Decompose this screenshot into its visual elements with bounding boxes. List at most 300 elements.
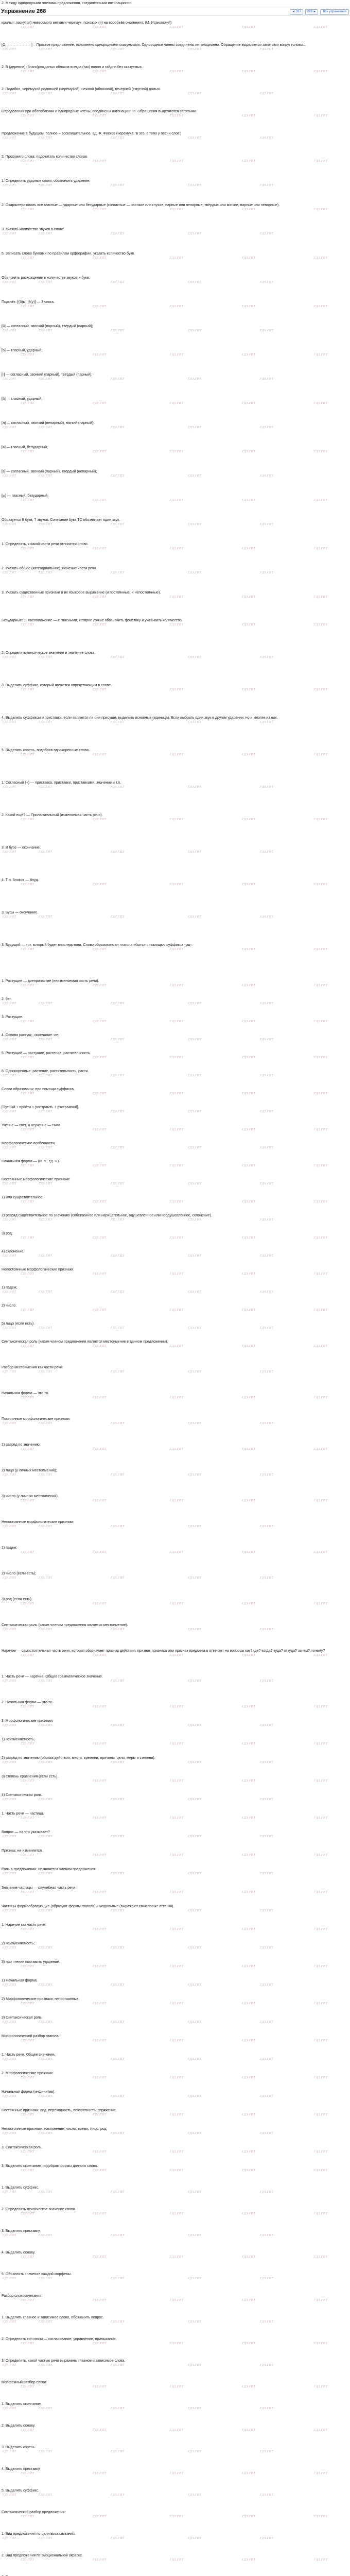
watermark: ГДЗ.ГИТ bbox=[111, 1628, 125, 1631]
watermark: ГДЗ.ГИТ bbox=[314, 2256, 328, 2259]
block-e-line: Разбор местоимения как части речи: bbox=[2, 1366, 63, 1369]
watermark: ГДЗ.ГИТ bbox=[3, 721, 16, 724]
watermark: ГДЗ.ГИТ bbox=[111, 1835, 125, 1838]
watermark: ГДЗ.ГИТ bbox=[314, 2212, 328, 2215]
block-g-line: Синтаксический разбор предложения: bbox=[2, 2511, 66, 2514]
watermark: ГДЗ.ГИТ bbox=[170, 160, 184, 163]
watermark: ГДЗ.ГИТ bbox=[93, 26, 107, 29]
watermark: ГДЗ.ГИТ bbox=[188, 916, 202, 919]
watermark: ГДЗ.ГИТ bbox=[93, 623, 107, 626]
watermark: ГДЗ.ГИТ bbox=[39, 1327, 52, 1330]
watermark: ГДЗ.ГИТ bbox=[3, 329, 16, 332]
watermark: ГДЗ.ГИТ bbox=[260, 1798, 274, 1801]
block-e-line: Постоянные морфологические признаки: bbox=[2, 1417, 71, 1421]
watermark: ГДЗ.ГИТ bbox=[188, 378, 202, 381]
watermark-row bbox=[0, 2298, 350, 2302]
prev-label: 267 bbox=[295, 10, 301, 13]
watermark: ГДЗ.ГИТ bbox=[242, 1551, 256, 1554]
block-b-line: 1. Определить, к какой части речи относится слово. bbox=[2, 543, 89, 546]
watermark: ГДЗ.ГИТ bbox=[260, 426, 274, 429]
watermark: ГДЗ.ГИТ bbox=[39, 48, 52, 51]
block-e-line: 1. Часть речи — наречие. Общее грамматическое значение. bbox=[2, 1675, 103, 1679]
watermark: ГДЗ.ГИТ bbox=[242, 818, 256, 821]
watermark: ГДЗ.ГИТ bbox=[21, 1780, 34, 1783]
watermark-row bbox=[0, 1798, 350, 1802]
block-g-line: 1. Выделить суффикс. bbox=[2, 2186, 39, 2190]
watermark: ГДЗ.ГИТ bbox=[39, 1038, 52, 1041]
watermark: ГДЗ.ГИТ bbox=[242, 1817, 256, 1820]
block-f-line: Частицы формообразующие (образуют формы глагола) и модальные (выражают смысловые оттенки). bbox=[2, 1905, 174, 1908]
watermark: ГДЗ.ГИТ bbox=[242, 450, 256, 453]
watermark: ГДЗ.ГИТ bbox=[242, 70, 256, 73]
block-f-line: Роль в предложении: не является членом предложения. bbox=[2, 1868, 96, 1871]
watermark: ГДЗ.ГИТ bbox=[314, 1345, 328, 1348]
watermark: ГДЗ.ГИТ bbox=[21, 2299, 34, 2302]
watermark: ГДЗ.ГИТ bbox=[242, 984, 256, 987]
block-d-line: 2) разряд существительное по значению (собственное или нарицательное, одушевлённое или неодушевлённое, склонение). bbox=[2, 1214, 212, 1217]
watermark: ГДЗ.ГИТ bbox=[21, 623, 34, 626]
watermark: ГДЗ.ГИТ bbox=[21, 1499, 34, 1502]
block-d-line: 1) имя существительное; bbox=[2, 1196, 44, 1199]
watermark-row bbox=[0, 1236, 350, 1240]
watermark: ГДЗ.ГИТ bbox=[314, 1499, 328, 1502]
block-b-line: [ы] — гласный, безударный. bbox=[2, 494, 49, 498]
watermark-row bbox=[0, 2131, 350, 2136]
watermark: ГДЗ.ГИТ bbox=[39, 1291, 52, 1294]
watermark: ГДЗ.ГИТ bbox=[242, 1928, 256, 1931]
watermark: ГДЗ.ГИТ bbox=[242, 1499, 256, 1502]
watermark-row bbox=[0, 595, 350, 599]
watermark: ГДЗ.ГИТ bbox=[170, 305, 184, 308]
block-c-line: 2. Какой ещё? — Прилагательный (изменяемая часть речи). bbox=[2, 814, 103, 817]
watermark: ГДЗ.ГИТ bbox=[188, 2407, 202, 2410]
watermark: ГДЗ.ГИТ bbox=[314, 2472, 328, 2475]
watermark: ГДЗ.ГИТ bbox=[3, 1946, 16, 1950]
watermark: ГДЗ.ГИТ bbox=[21, 1020, 34, 1023]
watermark: ГДЗ.ГИТ bbox=[188, 1680, 202, 1683]
watermark: ГДЗ.ГИТ bbox=[111, 1182, 125, 1185]
watermark: ГДЗ.ГИТ bbox=[188, 1110, 202, 1113]
watermark: ГДЗ.ГИТ bbox=[170, 257, 184, 260]
watermark: ГДЗ.ГИТ bbox=[21, 2472, 34, 2475]
watermark: ГДЗ.ГИТ bbox=[314, 2429, 328, 2432]
watermark: ГДЗ.ГИТ bbox=[314, 818, 328, 821]
watermark: ГДЗ.ГИТ bbox=[188, 1909, 202, 1912]
watermark: ГДЗ.ГИТ bbox=[260, 1291, 274, 1294]
watermark-row bbox=[0, 2471, 350, 2476]
watermark: ГДЗ.ГИТ bbox=[21, 1056, 34, 1059]
watermark: ГДЗ.ГИТ bbox=[260, 1984, 274, 1987]
watermark-row bbox=[0, 208, 350, 212]
watermark-row bbox=[0, 183, 350, 188]
watermark: ГДЗ.ГИТ bbox=[93, 1309, 107, 1312]
block-d-line: 1. Растущие — диепричастие (неизменяемая часть речи). bbox=[2, 979, 99, 983]
watermark: ГДЗ.ГИТ bbox=[3, 1255, 16, 1258]
watermark-row bbox=[0, 474, 350, 478]
watermark: ГДЗ.ГИТ bbox=[111, 426, 125, 429]
watermark: ГДЗ.ГИТ bbox=[188, 2364, 202, 2367]
watermark-row bbox=[0, 1853, 350, 1857]
watermark: ГДЗ.ГИТ bbox=[111, 1218, 125, 1222]
watermark: ГДЗ.ГИТ bbox=[188, 184, 202, 187]
watermark-row bbox=[0, 1705, 350, 1709]
watermark-row bbox=[0, 2255, 350, 2259]
watermark: ГДЗ.ГИТ bbox=[3, 916, 16, 919]
watermark: ГДЗ.ГИТ bbox=[93, 2515, 107, 2518]
block-g-line: 5. Объяснить значение каждой морфемы. bbox=[2, 2273, 72, 2276]
watermark: ГДЗ.ГИТ bbox=[314, 2299, 328, 2302]
watermark: ГДЗ.ГИТ bbox=[3, 137, 16, 140]
block-g-line: 4. Выделить приставку. bbox=[2, 2467, 41, 2471]
block-g-line: 3. Определить, какой частью речи выражены главное и зависимое слова. bbox=[2, 2359, 126, 2363]
watermark: ГДЗ.ГИТ bbox=[170, 984, 184, 987]
watermark-row bbox=[0, 2002, 350, 2006]
watermark-row bbox=[0, 1872, 350, 1876]
watermark-row bbox=[0, 1344, 350, 1348]
watermark: ГДЗ.ГИТ bbox=[314, 883, 328, 886]
watermark: ГДЗ.ГИТ bbox=[242, 1780, 256, 1783]
watermark: ГДЗ.ГИТ bbox=[111, 92, 125, 95]
watermark: ГДЗ.ГИТ bbox=[93, 1448, 107, 1451]
watermark: ГДЗ.ГИТ bbox=[21, 2429, 34, 2432]
watermark: ГДЗ.ГИТ bbox=[93, 1654, 107, 1657]
watermark: ГДЗ.ГИТ bbox=[314, 1164, 328, 1167]
block-b-line: [а] — гласный, безударный; bbox=[2, 446, 48, 449]
watermark: ГДЗ.ГИТ bbox=[260, 2132, 274, 2135]
watermark-row bbox=[0, 1723, 350, 1727]
watermark: ГДЗ.ГИТ bbox=[39, 786, 52, 789]
watermark: ГДЗ.ГИТ bbox=[93, 257, 107, 260]
block-b-line: [г] — согласный, звонкий (парный), твёрдый (парный); bbox=[2, 373, 93, 377]
block-g-line: 2. Определить тип связи — согласование, управление, примыкание. bbox=[2, 2337, 117, 2341]
watermark: ГДЗ.ГИТ bbox=[170, 1499, 184, 1502]
watermark: ГДЗ.ГИТ bbox=[3, 1761, 16, 1764]
watermark: ГДЗ.ГИТ bbox=[242, 305, 256, 308]
watermark: ГДЗ.ГИТ bbox=[242, 1891, 256, 1894]
watermark-row bbox=[0, 136, 350, 140]
watermark: ГДЗ.ГИТ bbox=[39, 281, 52, 284]
watermark: ГДЗ.ГИТ bbox=[21, 1742, 34, 1745]
block-d-line: 3) род; bbox=[2, 1232, 13, 1235]
watermark: ГДЗ.ГИТ bbox=[3, 1473, 16, 1477]
watermark: ГДЗ.ГИТ bbox=[3, 1327, 16, 1330]
block-b-line: 3. Указать количество звуков в слове. bbox=[2, 228, 65, 231]
watermark: ГДЗ.ГИТ bbox=[260, 92, 274, 95]
watermark-row bbox=[0, 1326, 350, 1330]
watermark: ГДЗ.ГИТ bbox=[111, 232, 125, 235]
block-f-line: 1) неизменяемость; bbox=[2, 1738, 35, 1741]
watermark: ГДЗ.ГИТ bbox=[188, 1525, 202, 1528]
watermark: ГДЗ.ГИТ bbox=[39, 2494, 52, 2497]
watermark: ГДЗ.ГИТ bbox=[170, 2256, 184, 2259]
watermark: ГДЗ.ГИТ bbox=[314, 1056, 328, 1059]
watermark: ГДЗ.ГИТ bbox=[93, 688, 107, 691]
watermark: ГДЗ.ГИТ bbox=[260, 2058, 274, 2061]
watermark: ГДЗ.ГИТ bbox=[170, 948, 184, 951]
watermark: ГДЗ.ГИТ bbox=[93, 753, 107, 756]
watermark: ГДЗ.ГИТ bbox=[39, 2277, 52, 2280]
watermark: ГДЗ.ГИТ bbox=[260, 1255, 274, 1258]
watermark: ГДЗ.ГИТ bbox=[111, 1473, 125, 1477]
watermark: ГДЗ.ГИТ bbox=[260, 232, 274, 235]
watermark-row bbox=[0, 329, 350, 333]
watermark: ГДЗ.ГИТ bbox=[314, 1602, 328, 1605]
block-f-line: 2. Начальная форма — это то. bbox=[2, 1701, 53, 1704]
watermark: ГДЗ.ГИТ bbox=[188, 523, 202, 526]
watermark: ГДЗ.ГИТ bbox=[314, 257, 328, 260]
watermark: ГДЗ.ГИТ bbox=[21, 2076, 34, 2079]
watermark: ГДЗ.ГИТ bbox=[188, 1798, 202, 1801]
prev-exercise-button[interactable]: ◄ 267 bbox=[290, 9, 303, 15]
watermark-row bbox=[0, 655, 350, 659]
watermark: ГДЗ.ГИТ bbox=[242, 114, 256, 117]
watermark: ГДЗ.ГИТ bbox=[314, 26, 328, 29]
watermark: ГДЗ.ГИТ bbox=[111, 2450, 125, 2453]
watermark: ГДЗ.ГИТ bbox=[111, 2191, 125, 2194]
watermark: ГДЗ.ГИТ bbox=[21, 1854, 34, 1857]
watermark: ГДЗ.ГИТ bbox=[3, 474, 16, 478]
watermark: ГДЗ.ГИТ bbox=[170, 596, 184, 599]
watermark: ГДЗ.ГИТ bbox=[93, 2429, 107, 2432]
watermark: ГДЗ.ГИТ bbox=[260, 2234, 274, 2237]
watermark: ГДЗ.ГИТ bbox=[21, 257, 34, 260]
watermark: ГДЗ.ГИТ bbox=[188, 1370, 202, 1374]
watermark-row bbox=[0, 232, 350, 236]
block-g-line: 4. Выделить основу. bbox=[2, 2251, 36, 2255]
watermark: ГДЗ.ГИТ bbox=[21, 948, 34, 951]
watermark: ГДЗ.ГИТ bbox=[170, 1309, 184, 1312]
all-exercises-button[interactable]: Все упражнения bbox=[320, 9, 349, 15]
watermark: ГДЗ.ГИТ bbox=[260, 1327, 274, 1330]
watermark: ГДЗ.ГИТ bbox=[93, 2039, 107, 2042]
watermark: ГДЗ.ГИТ bbox=[188, 1038, 202, 1041]
watermark-row bbox=[0, 401, 350, 405]
watermark: ГДЗ.ГИТ bbox=[111, 1370, 125, 1374]
watermark-row bbox=[0, 1742, 350, 1746]
watermark: ГДЗ.ГИТ bbox=[314, 1891, 328, 1894]
watermark: ГДЗ.ГИТ bbox=[3, 1038, 16, 1041]
exercise-nav bbox=[290, 9, 349, 15]
block-c-line: 3. Выделить суффикс, который является определяющим в слове. bbox=[2, 684, 112, 687]
watermark-row bbox=[0, 92, 350, 96]
watermark: ГДЗ.ГИТ bbox=[21, 1654, 34, 1657]
watermark: ГДЗ.ГИТ bbox=[314, 623, 328, 626]
block-d-line: 2) число. bbox=[2, 1304, 17, 1308]
next-exercise-button[interactable]: 269 ► bbox=[305, 9, 319, 15]
watermark-row bbox=[0, 2320, 350, 2324]
watermark: ГДЗ.ГИТ bbox=[3, 2407, 16, 2410]
watermark-row bbox=[0, 1964, 350, 1969]
block-e-line: 3) род (если есть). bbox=[2, 1598, 33, 1601]
watermark: ГДЗ.ГИТ bbox=[260, 2494, 274, 2497]
watermark: ГДЗ.ГИТ bbox=[170, 1164, 184, 1167]
watermark: ГДЗ.ГИТ bbox=[111, 2234, 125, 2237]
watermark: ГДЗ.ГИТ bbox=[188, 1577, 202, 1580]
watermark: ГДЗ.ГИТ bbox=[170, 2429, 184, 2432]
watermark: ГДЗ.ГИТ bbox=[93, 305, 107, 308]
watermark: ГДЗ.ГИТ bbox=[21, 1164, 34, 1167]
watermark: ГДЗ.ГИТ bbox=[3, 1525, 16, 1528]
watermark: ГДЗ.ГИТ bbox=[170, 2002, 184, 2005]
watermark: ГДЗ.ГИТ bbox=[93, 2385, 107, 2388]
watermark: ГДЗ.ГИТ bbox=[93, 1236, 107, 1240]
watermark: ГДЗ.ГИТ bbox=[39, 656, 52, 659]
watermark-row bbox=[0, 2113, 350, 2117]
block-c-line: 3. В бусе — окончание. bbox=[2, 846, 41, 850]
watermark: ГДЗ.ГИТ bbox=[260, 1628, 274, 1631]
watermark: ГДЗ.ГИТ bbox=[170, 1854, 184, 1857]
watermark: ГДЗ.ГИТ bbox=[314, 2515, 328, 2518]
watermark: ГДЗ.ГИТ bbox=[39, 1370, 52, 1374]
block-g-line: 3. Выделить окончание, подобрав формы данного слова. bbox=[2, 2164, 98, 2168]
watermark: ГДЗ.ГИТ bbox=[188, 48, 202, 51]
watermark: ГДЗ.ГИТ bbox=[170, 2039, 184, 2042]
block-c-line: Безударные: 1. Расположение — с гласными, которое лучше обозначить фонетику и указывать количество. bbox=[2, 619, 183, 622]
block-d-line: 3. Растущие. bbox=[2, 1015, 23, 1019]
watermark-row bbox=[0, 1927, 350, 1931]
watermark: ГДЗ.ГИТ bbox=[93, 1928, 107, 1931]
watermark: ГДЗ.ГИТ bbox=[21, 2169, 34, 2172]
watermark-row bbox=[0, 2450, 350, 2454]
watermark-row bbox=[0, 2233, 350, 2238]
block-f-line: Значение частицы — служебная часть речи. bbox=[2, 1886, 77, 1890]
watermark: ГДЗ.ГИТ bbox=[111, 916, 125, 919]
watermark-row bbox=[0, 1128, 350, 1132]
watermark-row bbox=[0, 1760, 350, 1765]
watermark: ГДЗ.ГИТ bbox=[21, 547, 34, 550]
block-e-line: Синтаксическая роль (каким членом предложения является местоимение в данном предложении). bbox=[2, 1340, 168, 1344]
block-f-line: Непостоянные признаки: наклонение, число, время, лицо, род. bbox=[2, 2127, 108, 2131]
watermark: ГДЗ.ГИТ bbox=[242, 1854, 256, 1857]
watermark: ГДЗ.ГИТ bbox=[111, 1724, 125, 1727]
watermark: ГДЗ.ГИТ bbox=[188, 92, 202, 95]
watermark: ГДЗ.ГИТ bbox=[170, 2515, 184, 2518]
watermark: ГДЗ.ГИТ bbox=[188, 2234, 202, 2237]
block-d-line: Начальная форма — (И. п., ед. ч.). bbox=[2, 1160, 60, 1163]
watermark: ГДЗ.ГИТ bbox=[242, 2299, 256, 2302]
watermark: ГДЗ.ГИТ bbox=[111, 1146, 125, 1149]
watermark: ГДЗ.ГИТ bbox=[170, 1056, 184, 1059]
watermark: ГДЗ.ГИТ bbox=[39, 1255, 52, 1258]
watermark: ГДЗ.ГИТ bbox=[21, 1396, 34, 1399]
watermark: ГДЗ.ГИТ bbox=[93, 2558, 107, 2562]
watermark: ГДЗ.ГИТ bbox=[93, 1551, 107, 1554]
block-b-line: 2. Охарактеризовать все гласные — ударные или безударные (согласные — звонкие или глухие, парные или непарные; твёрдые или мягкие, парные или непарные). bbox=[2, 204, 280, 207]
watermark: ГДЗ.ГИТ bbox=[111, 1291, 125, 1294]
watermark: ГДЗ.ГИТ bbox=[93, 1273, 107, 1276]
watermark: ГДЗ.ГИТ bbox=[111, 523, 125, 526]
block-g-line: 3. Выделить приставку. bbox=[2, 2229, 41, 2233]
block-g-line: 1. Выделить окончание. bbox=[2, 2402, 42, 2406]
watermark: ГДЗ.ГИТ bbox=[188, 1835, 202, 1838]
watermark-row bbox=[0, 2363, 350, 2367]
block-f-line: Начальная форма (инфинитив). bbox=[2, 2090, 56, 2094]
watermark: ГДЗ.ГИТ bbox=[39, 1110, 52, 1113]
watermark: ГДЗ.ГИТ bbox=[93, 1200, 107, 1204]
watermark: ГДЗ.ГИТ bbox=[39, 1835, 52, 1838]
block-d-line: Непостоянные морфологические признаки: bbox=[2, 1268, 75, 1272]
watermark: ГДЗ.ГИТ bbox=[260, 1680, 274, 1683]
watermark: ГДЗ.ГИТ bbox=[93, 2113, 107, 2116]
watermark: ГДЗ.ГИТ bbox=[170, 1345, 184, 1348]
watermark: ГДЗ.ГИТ bbox=[314, 2002, 328, 2005]
watermark: ГДЗ.ГИТ bbox=[170, 547, 184, 550]
watermark: ГДЗ.ГИТ bbox=[3, 2537, 16, 2540]
block-g-line: Морфемный разбор слова: bbox=[2, 2381, 47, 2384]
watermark: ГДЗ.ГИТ bbox=[21, 1817, 34, 1820]
watermark: ГДЗ.ГИТ bbox=[188, 1146, 202, 1149]
watermark: ГДЗ.ГИТ bbox=[39, 2191, 52, 2194]
watermark-row bbox=[0, 522, 350, 527]
watermark: ГДЗ.ГИТ bbox=[93, 1020, 107, 1023]
watermark: ГДЗ.ГИТ bbox=[260, 2364, 274, 2367]
watermark: ГДЗ.ГИТ bbox=[314, 450, 328, 453]
block-b-line: 1. Определить ударные слоги, обозначить ударение. bbox=[2, 179, 91, 183]
watermark: ГДЗ.ГИТ bbox=[93, 1780, 107, 1783]
watermark: ГДЗ.ГИТ bbox=[170, 1817, 184, 1820]
watermark: ГДЗ.ГИТ bbox=[3, 1680, 16, 1683]
block-e-line: Синтаксическая роль (каким членом предложения является местоимение). bbox=[2, 1623, 128, 1627]
watermark: ГДЗ.ГИТ bbox=[242, 1056, 256, 1059]
block-e-line: Непостоянные морфологические признаки: bbox=[2, 1520, 75, 1524]
watermark: ГДЗ.ГИТ bbox=[242, 2385, 256, 2388]
watermark: ГДЗ.ГИТ bbox=[39, 523, 52, 526]
watermark: ГДЗ.ГИТ bbox=[93, 2256, 107, 2259]
watermark: ГДЗ.ГИТ bbox=[188, 2277, 202, 2280]
watermark: ГДЗ.ГИТ bbox=[260, 1218, 274, 1222]
block-d-line: Постоянные морфологические признаки: bbox=[2, 1178, 71, 1181]
watermark: ГДЗ.ГИТ bbox=[21, 1200, 34, 1204]
watermark: ГДЗ.ГИТ bbox=[260, 916, 274, 919]
watermark: ГДЗ.ГИТ bbox=[188, 1422, 202, 1425]
block-e-line: 1) падеж; bbox=[2, 1546, 18, 1550]
watermark: ГДЗ.ГИТ bbox=[170, 1396, 184, 1399]
watermark-row bbox=[0, 547, 350, 551]
block-c-line: 1. Согласный (+) — приставка, приставки, приставками, значение и т.п. bbox=[2, 781, 121, 785]
block-f-line: 3) степень сравнения (если есть). bbox=[2, 1775, 59, 1778]
watermark-row bbox=[0, 2212, 350, 2216]
watermark: ГДЗ.ГИТ bbox=[93, 948, 107, 951]
watermark: ГДЗ.ГИТ bbox=[3, 426, 16, 429]
watermark-row bbox=[0, 280, 350, 284]
watermark: ГДЗ.ГИТ bbox=[314, 1965, 328, 1968]
watermark: ГДЗ.ГИТ bbox=[39, 474, 52, 478]
watermark: ГДЗ.ГИТ bbox=[93, 2342, 107, 2345]
block-b-line: [в] — согласный, звонкий (парный), твёрдый (непарный); bbox=[2, 470, 97, 473]
watermark: ГДЗ.ГИТ bbox=[3, 2320, 16, 2324]
watermark: ГДЗ.ГИТ bbox=[39, 1798, 52, 1801]
watermark: ГДЗ.ГИТ bbox=[3, 1835, 16, 1838]
watermark: ГДЗ.ГИТ bbox=[188, 1291, 202, 1294]
watermark-row bbox=[0, 1909, 350, 1913]
watermark: ГДЗ.ГИТ bbox=[21, 2256, 34, 2259]
watermark: ГДЗ.ГИТ bbox=[260, 656, 274, 659]
watermark: ГДЗ.ГИТ bbox=[21, 2515, 34, 2518]
watermark: ГДЗ.ГИТ bbox=[170, 26, 184, 29]
watermark: ГДЗ.ГИТ bbox=[111, 1110, 125, 1113]
watermark: ГДЗ.ГИТ bbox=[21, 1273, 34, 1276]
watermark: ГДЗ.ГИТ bbox=[21, 1128, 34, 1131]
block-g-line: Разбор словосочетания: bbox=[2, 2294, 43, 2298]
watermark: ГДЗ.ГИТ bbox=[188, 1002, 202, 1005]
watermark: ГДЗ.ГИТ bbox=[21, 1236, 34, 1240]
watermark-row bbox=[0, 1056, 350, 1060]
watermark: ГДЗ.ГИТ bbox=[3, 1422, 16, 1425]
watermark: ГДЗ.ГИТ bbox=[39, 1422, 52, 1425]
block-c-line: 3. Будущий — тот, который будет впоследствии. Слово образовано от глагола «быть» с помощью суффикса -ущ-. bbox=[2, 943, 192, 947]
watermark-row bbox=[0, 114, 350, 118]
watermark: ГДЗ.ГИТ bbox=[93, 1396, 107, 1399]
